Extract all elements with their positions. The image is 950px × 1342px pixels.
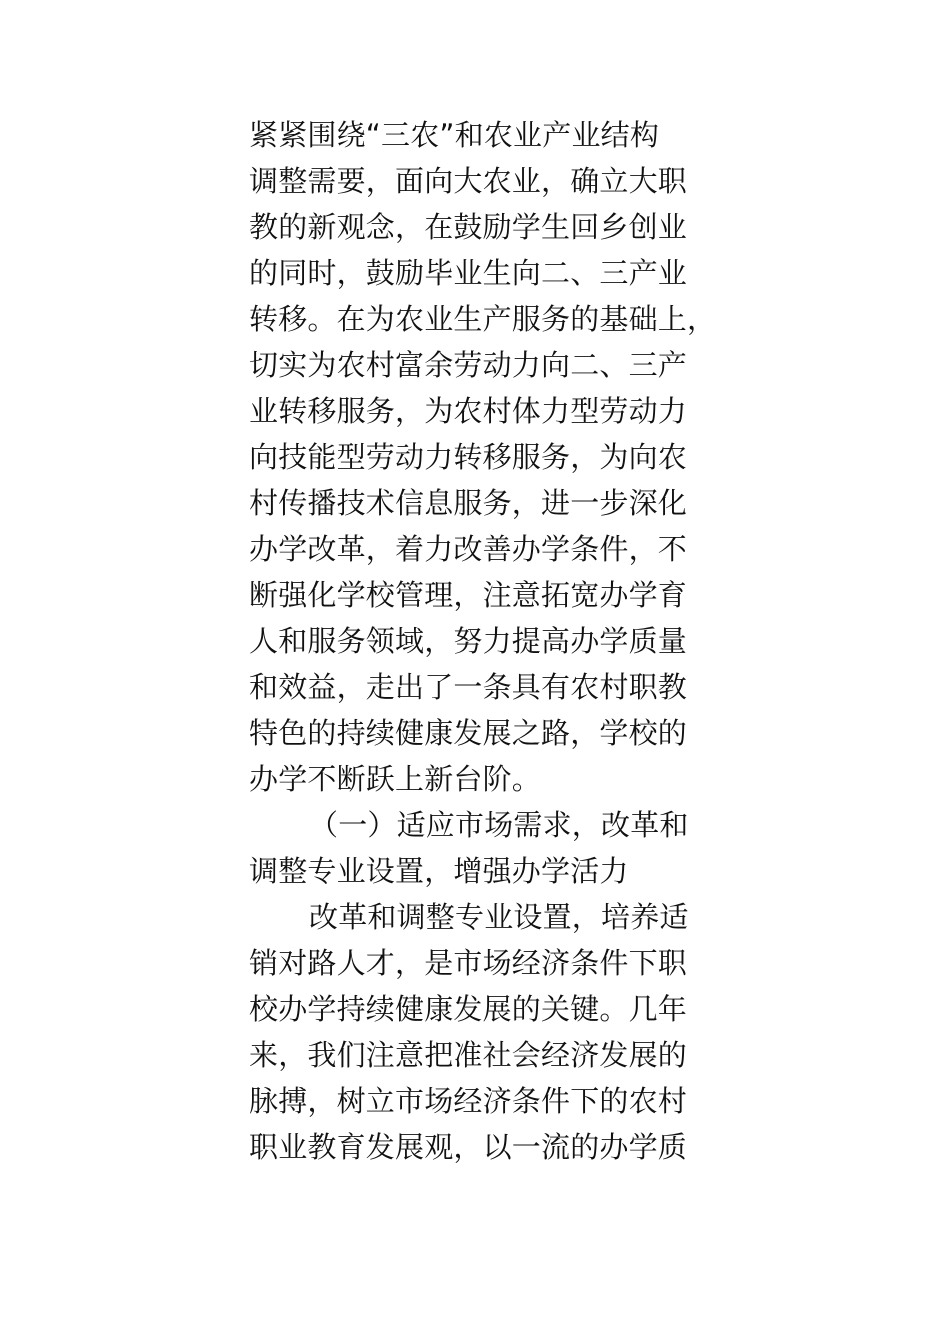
document-body — [249, 112, 717, 1170]
text-line: 职业教育发展观，以一流的办学质 — [249, 1130, 688, 1164]
text-line: 紧紧围绕“三农”和农业产业结构 — [249, 118, 660, 152]
text-line: 校办学持续健康发展的关键。几年 — [249, 992, 688, 1026]
text-line: 向技能型劳动力转移服务，为向农 — [249, 440, 688, 474]
text-line: 脉搏，树立市场经济条件下的农村 — [249, 1084, 688, 1118]
heading-line: 调整专业设置，增强办学活力 — [249, 854, 629, 888]
text-line: 改革和调整专业设置，培养适 — [309, 900, 689, 934]
text-line: 断强化学校管理，注意拓宽办学育 — [249, 578, 688, 612]
text-line: 和效益，走出了一条具有农村职教 — [249, 670, 688, 704]
text-line: 办学不断跃上新台阶。 — [249, 762, 542, 796]
text-line: 村传播技术信息服务，进一步深化 — [249, 486, 688, 520]
text-line: 销对路人才，是市场经济条件下职 — [249, 946, 688, 980]
text-line: 特色的持续健康发展之路，学校的 — [249, 716, 688, 750]
heading-line: （一）适应市场需求，改革和 — [309, 808, 689, 842]
section-heading — [249, 802, 709, 894]
text-line: 调整需要，面向大农业，确立大职 — [249, 164, 688, 198]
paragraph-intro — [249, 112, 717, 802]
paragraph-body — [249, 894, 709, 1170]
text-line: 转移。在为农业生产服务的基础上， — [249, 302, 717, 336]
text-line: 来，我们注意把准社会经济发展的 — [249, 1038, 688, 1072]
text-line: 的同时，鼓励毕业生向二、三产业 — [249, 256, 688, 290]
text-line: 教的新观念，在鼓励学生回乡创业 — [249, 210, 688, 244]
text-line: 人和服务领域，努力提高办学质量 — [249, 624, 688, 658]
text-line: 业转移服务，为农村体力型劳动力 — [249, 394, 688, 428]
text-line: 办学改革，着力改善办学条件，不 — [249, 532, 688, 566]
text-line: 切实为农村富余劳动力向二、三产 — [249, 348, 688, 382]
